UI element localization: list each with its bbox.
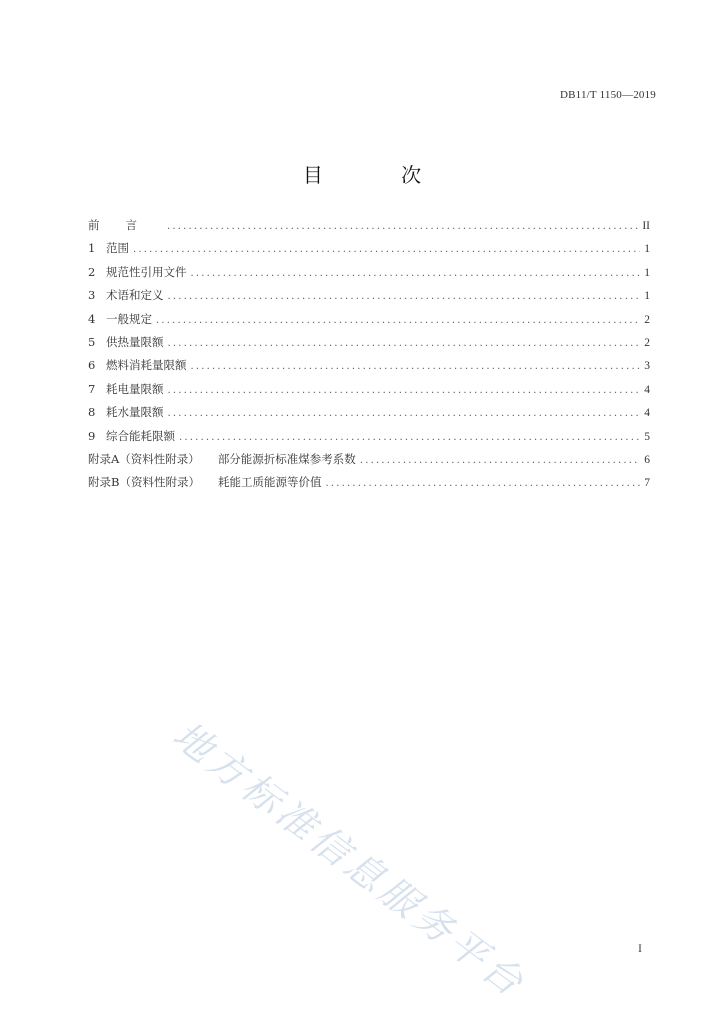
toc-entry-label: 燃料消耗量限额 [106, 358, 187, 373]
toc-entry-page: II [642, 220, 650, 232]
toc-entry-page: 7 [644, 477, 650, 490]
table-of-contents [88, 217, 650, 498]
toc-entry-number: 7 [88, 381, 96, 396]
toc-leader-dots [168, 385, 641, 396]
toc-entry-label: 附录A（资料性附录） [88, 451, 200, 466]
toc-entry-1[interactable] [88, 240, 650, 263]
toc-entry-appendix-a[interactable] [88, 451, 650, 474]
toc-entry-page: 4 [644, 383, 650, 396]
toc-entry-number: 8 [88, 405, 96, 420]
toc-entry-number: 4 [88, 311, 96, 326]
toc-entry-label: 规范性引用文件 [106, 264, 187, 279]
toc-entry-label: 耗电量限额 [106, 381, 164, 396]
toc-entry-4[interactable] [88, 311, 650, 334]
toc-entry-label: 综合能耗限额 [106, 428, 175, 443]
toc-leader-dots [191, 361, 641, 372]
toc-entry-page: 3 [644, 360, 650, 373]
toc-entry-6[interactable] [88, 357, 650, 380]
page-number: I [638, 941, 642, 955]
toc-entry-8[interactable] [88, 404, 650, 427]
toc-entry-page: 6 [644, 453, 650, 466]
toc-leader-dots [167, 221, 638, 232]
toc-entry-number: 2 [88, 264, 96, 279]
toc-entry-label: 一般规定 [106, 311, 152, 326]
toc-entry-page: 4 [644, 407, 650, 420]
toc-entry-label: 附录B（资料性附录） [88, 475, 200, 490]
toc-entry-3[interactable] [88, 287, 650, 310]
toc-entry-number: 9 [88, 428, 96, 443]
toc-entry-page: 1 [644, 266, 650, 279]
toc-leader-dots [325, 478, 640, 489]
toc-entry-number: 5 [88, 334, 96, 349]
watermark: 地方标准信息服务平台 [164, 712, 535, 1007]
toc-leader-dots [191, 268, 641, 279]
toc-entry-2[interactable] [88, 264, 650, 287]
toc-entry-label: 前言 [88, 218, 163, 232]
toc-leader-dots [360, 455, 640, 466]
toc-entry-number: 3 [88, 288, 96, 303]
toc-leader-dots [156, 315, 640, 326]
toc-entry-7[interactable] [88, 381, 650, 404]
standard-code: DB11/T 1150—2019 [560, 89, 656, 101]
page-title: 目 次 [302, 163, 458, 187]
toc-leader-dots [168, 408, 641, 419]
toc-leader-dots [179, 432, 640, 443]
toc-entry-preface[interactable] [88, 217, 650, 240]
toc-entry-page: 2 [644, 313, 650, 326]
toc-entry-label: 供热量限额 [106, 334, 164, 349]
toc-entry-number: 6 [88, 358, 96, 373]
toc-entry-5[interactable] [88, 334, 650, 357]
toc-entry-page: 2 [644, 336, 650, 349]
toc-entry-label: 范围 [106, 241, 129, 256]
toc-entry-label: 耗水量限额 [106, 405, 164, 420]
toc-leader-dots [168, 291, 641, 302]
toc-entry-label: 术语和定义 [106, 288, 164, 303]
toc-entry-page: 1 [644, 243, 650, 256]
toc-leader-dots [168, 338, 641, 349]
toc-entry-subtitle: 部分能源折标准煤参考系数 [217, 451, 356, 466]
toc-entry-page: 1 [644, 290, 650, 303]
toc-entry-subtitle: 耗能工质能源等价值 [217, 475, 322, 490]
toc-entry-appendix-b[interactable] [88, 474, 650, 497]
toc-entry-number: 1 [88, 241, 96, 256]
toc-entry-9[interactable] [88, 428, 650, 451]
toc-leader-dots [133, 244, 640, 255]
toc-entry-page: 5 [644, 430, 650, 443]
